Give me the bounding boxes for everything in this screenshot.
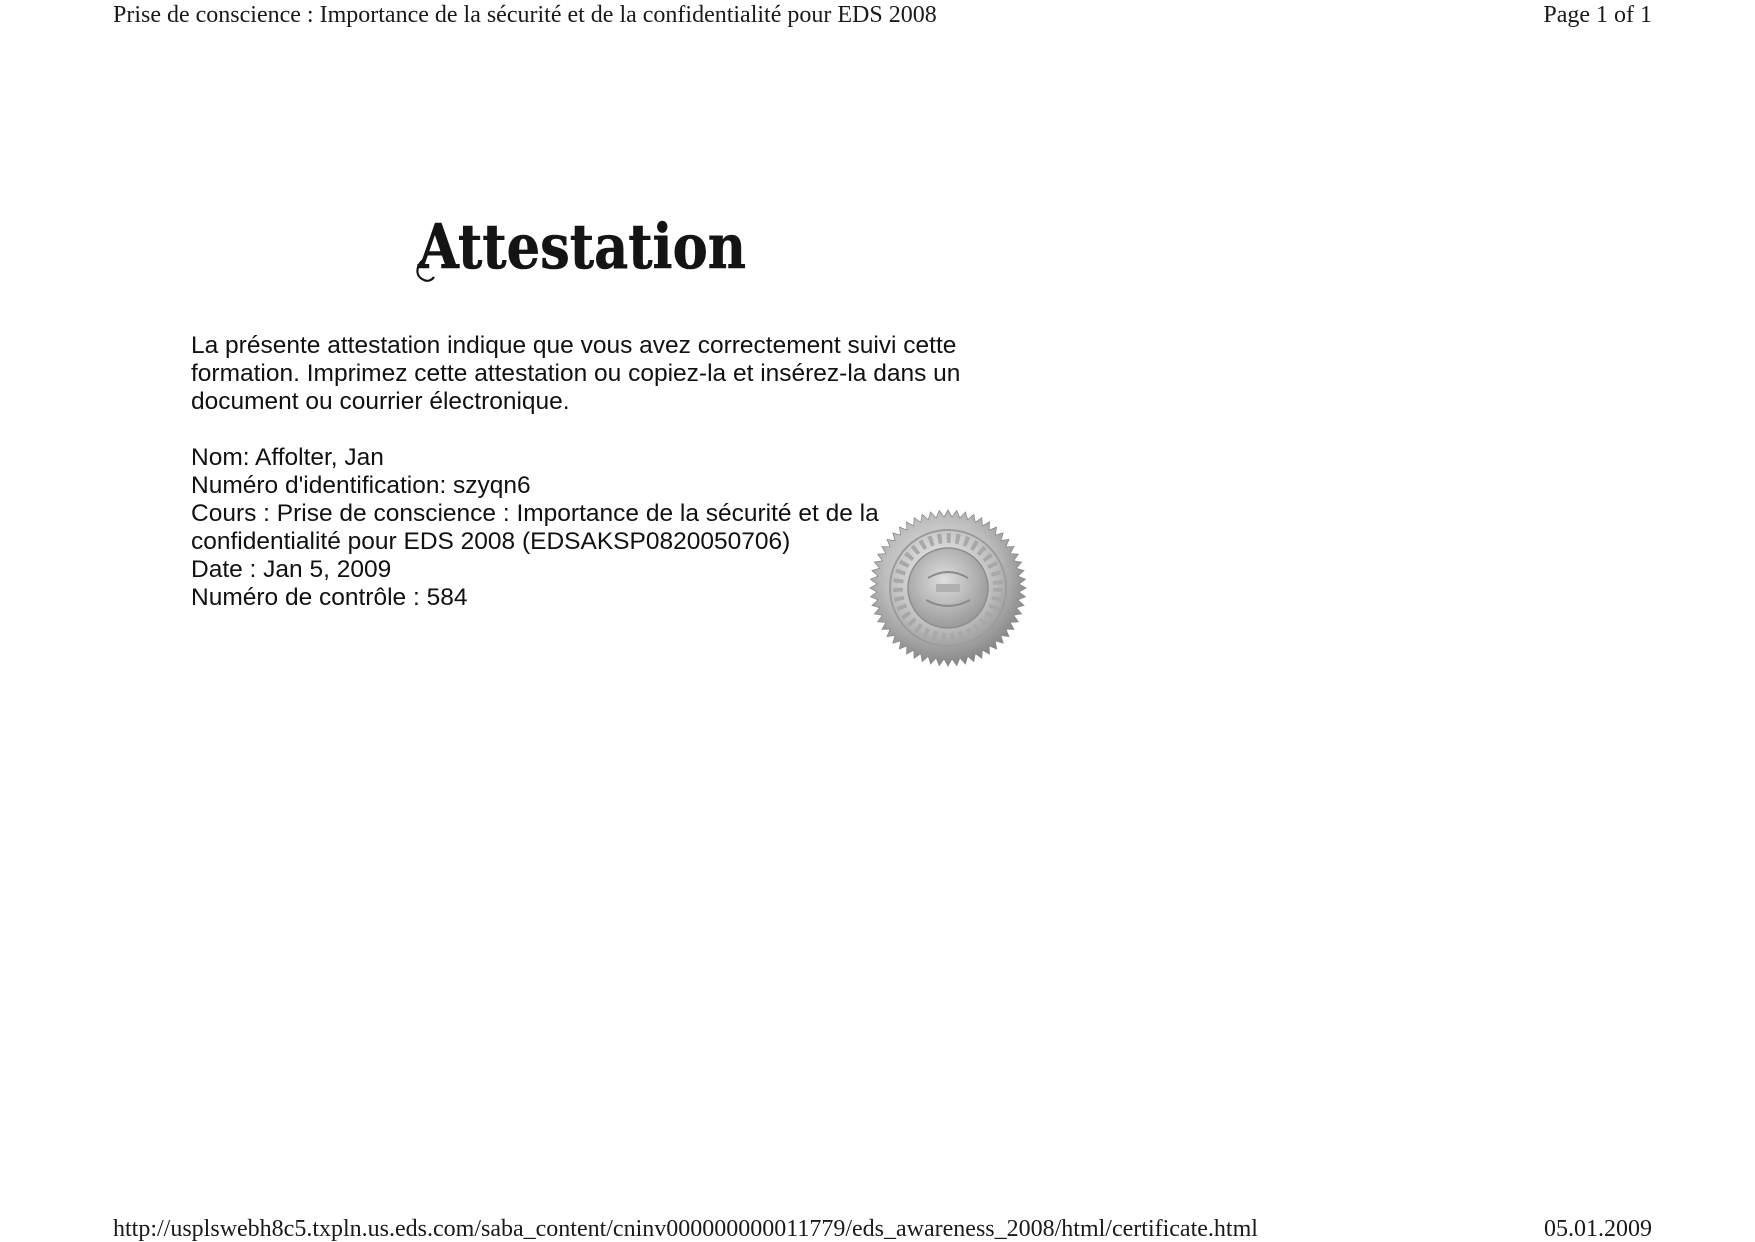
certificate-id-line: Numéro d'identification: szyqn6: [191, 472, 531, 499]
certificate-heading-text: Attestation: [417, 210, 746, 283]
seal-icon: [866, 508, 1031, 668]
certificate-intro-text: La présente attestation indique que vous avez correctement suivi cette formation. Imprimez cette attestation ou copiez-la et insérez-la dans un document ou courrier électronique.: [191, 332, 961, 415]
print-header-title: Prise de conscience : Importance de la sécurité et de la confidentialité pour EDS 2008: [113, 2, 937, 28]
certificate-heading-graphic: [414, 200, 754, 290]
certificate-date-line: Date : Jan 5, 2009: [191, 556, 392, 583]
certificate-name-line: Nom: Affolter, Jan: [191, 444, 384, 471]
certificate-course-line: Cours : Prise de conscience : Importance de la sécurité et de la confidentialité pour EDS 2008 (EDSAKSP0820050706): [191, 500, 879, 555]
print-header-page-number: Page 1 of 1: [1543, 2, 1652, 28]
print-footer-date: 05.01.2009: [1544, 1216, 1652, 1242]
certificate-heading: [414, 200, 754, 290]
print-footer-url: http://usplswebh8c5.txpln.us.eds.com/saba_content/cninv000000000011779/eds_awareness_2008/html/certificate.html: [113, 1216, 1258, 1242]
certificate-control-number-line: Numéro de contrôle : 584: [191, 584, 468, 611]
